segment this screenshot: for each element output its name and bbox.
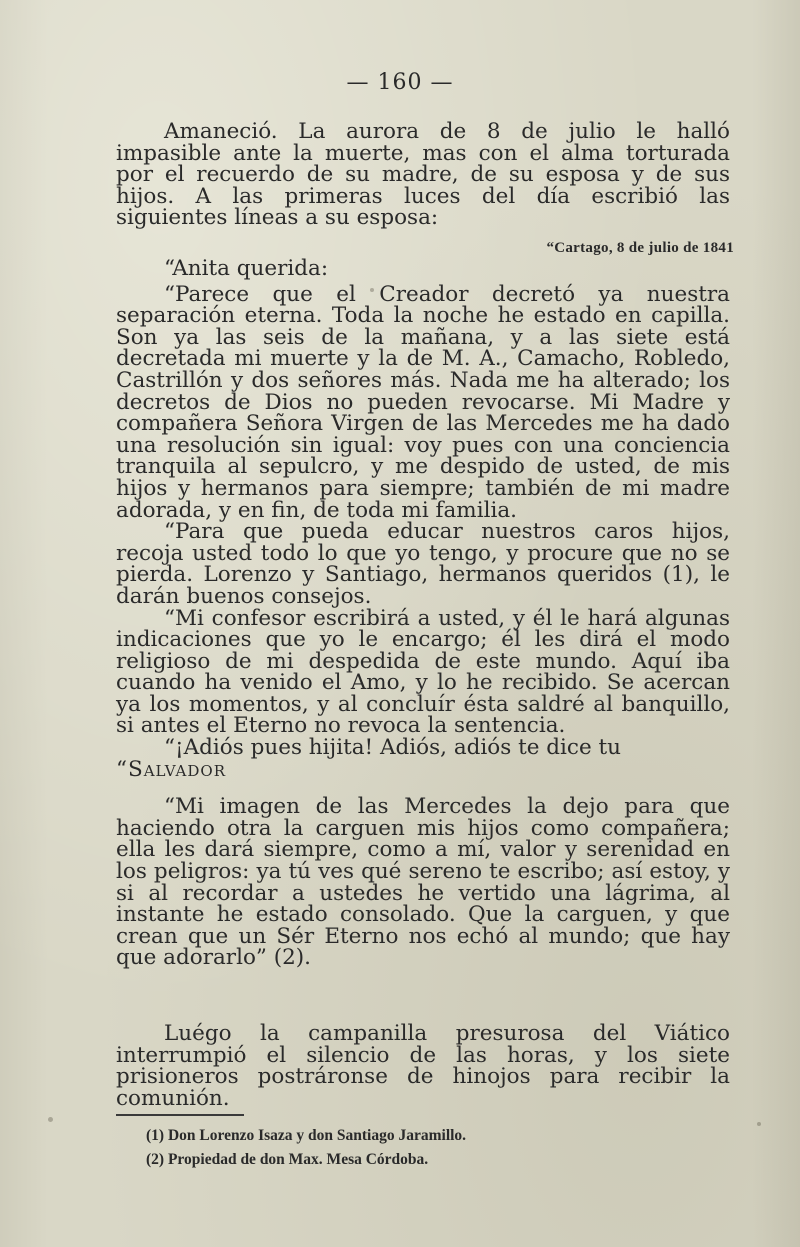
paper-speck (48, 1117, 53, 1122)
letter-dateline: “Cartago, 8 de julio de 1841 (546, 240, 734, 256)
paper-speck (757, 1122, 761, 1126)
footnote-2: (2) Propiedad de don Max. Mesa Córdoba. (146, 1151, 429, 1168)
footnote-divider (116, 1114, 244, 1116)
closing-paragraph-block (116, 1023, 730, 1109)
closing-paragraph: Luégo la campanilla presurosa del Viático interrumpió el silencio de las horas, y los siete prisioneros postráronse de hinojos para recibir la comunión. (116, 1021, 730, 1111)
opening-paragraph: Amaneció. La aurora de 8 de julio le halló impasible ante la muerte, mas con el alma torturada por el recuerdo de su madre, de su esposa y de sus hijos. A las primeras luces del día escribió las siguientes líneas a su esposa: (116, 119, 730, 231)
letter-salutation: “Anita querida: (164, 256, 329, 281)
letter-paragraph-2: “Para que pueda educar nuestros caros hijos, recoja usted todo lo que yo tengo, y procure que no se pierda. Lorenzo y Santiago, hermanos queridos (1), le darán buenos consejos. (116, 519, 730, 609)
footnote-1: (1) Don Lorenzo Isaza y don Santiago Jaramillo. (146, 1127, 467, 1144)
letter-postscript: “Mi imagen de las Mercedes la dejo para que haciendo otra la carguen mis hijos como compañera; ella les dará siempre, como a mí, valor y serenidad en los peligros: ya tú ves qué sereno te escribo; así estoy, y si al recordar a ustedes he vertido una lágrima, al instante he estado consolado. Que la carguen, y que crean que un Sér Eterno nos echó al mundo; que hay que adorarlo” (2). (116, 794, 730, 971)
footnotes (146, 1124, 706, 1172)
letter-closing: “¡Adiós pues hijita! Adiós, adiós te dice tu (164, 735, 622, 761)
opening-paragraph-block (116, 121, 730, 229)
letter-paragraph-3: “Mi confesor escribirá a usted, y él le hará algunas indicaciones que yo le encargo; él les dirá el modo religioso de mi despedida de este mundo. Aquí iba cuando ha venido el Amo, y lo he recibido. Se acercan ya los momentos, y al concluír ésta saldré al banquillo, si antes el Eterno no revoca la sentencia. (116, 605, 730, 739)
letter-body (116, 258, 730, 969)
letter-paragraph-1: “Parece que el Creador decretó ya nuestra separación eterna. Toda la noche he estado en capilla. Son ya las seis de la mañana, y a las siete está decretada mi muerte y la de M. A., Camacho, Robledo, Castrillón y dos señores más. Nada me ha alterado; los decretos de Dios no pueden revocarse. Mi Madre y compañera Señora Virgen de las Mercedes me ha dado una resolución sin igual: voy pues con una conciencia tranquila al sepulcro, y me despido de usted, de mis hijos y hermanos para siempre; también de mi madre adorada, y en fin, de toda mi familia. (116, 281, 730, 523)
letter-signature: “Salvador (116, 756, 226, 782)
page-number: — 160 — (346, 70, 454, 95)
paper-speck (370, 288, 374, 292)
